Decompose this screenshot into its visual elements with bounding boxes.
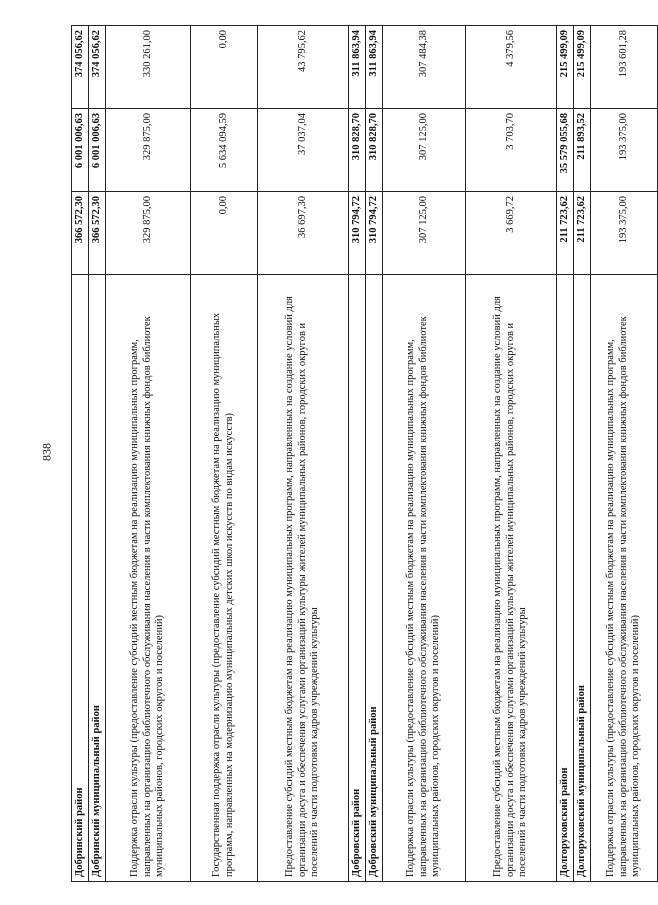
row-value-2: 211 893,52 <box>574 109 591 192</box>
row-value-3: 4 379,56 <box>466 26 557 109</box>
row-value-1: 310 794,72 <box>349 192 366 275</box>
table-row <box>591 26 658 882</box>
row-name: Добринский муниципальный район <box>89 275 106 882</box>
row-value-2: 6 001 006,63 <box>72 109 89 192</box>
row-name: Предоставление субсидий местным бюджетам на реализацию муниципальных программ, направленных на создание условий для организации досуга и обеспечения услугами организаций культуры жителей муниципальных районов, городских округов и поселений в части подготовки кадров учреждений культуры <box>258 275 349 882</box>
row-value-3: 307 484,38 <box>383 26 466 109</box>
row-value-2: 310 828,70 <box>349 109 366 192</box>
table-row <box>72 26 89 882</box>
row-name: Государственная поддержка отрасли культуры (предоставление субсидий местным бюджетам на реализацию муниципальных программ, направленных на модернизацию муниципальных детских школ искусств по видам искусств) <box>191 275 258 882</box>
row-value-1: 3 669,72 <box>466 192 557 275</box>
row-value-1: 366 572,30 <box>89 192 106 275</box>
row-name: Долгоруковский муниципальный район <box>574 275 591 882</box>
row-value-2: 193 375,00 <box>591 109 658 192</box>
row-value-3: 215 499,09 <box>574 26 591 109</box>
row-value-1: 211 723,62 <box>557 192 574 275</box>
table-row <box>383 26 466 882</box>
row-value-1: 310 794,72 <box>366 192 383 275</box>
row-name: Поддержка отрасли культуры (предоставление субсидий местным бюджетам на реализацию муниципальных программ, направленных на организацию библиотечного обслуживания населения в части комплектования книжных фондов библиотек муниципальных районов, городских округов и поселений) <box>383 275 466 882</box>
row-value-3: 215 499,09 <box>557 26 574 109</box>
row-value-3: 311 863,94 <box>366 26 383 109</box>
row-value-3: 374 056,62 <box>72 26 89 109</box>
row-value-1: 307 125,00 <box>383 192 466 275</box>
row-name: Добровский район <box>349 275 366 882</box>
table-row <box>349 26 366 882</box>
row-value-1: 193 375,00 <box>591 192 658 275</box>
row-value-1: 329 875,00 <box>106 192 191 275</box>
budget-table <box>71 25 658 882</box>
row-value-3: 330 261,00 <box>106 26 191 109</box>
table-row <box>466 26 557 882</box>
row-value-1: 0,00 <box>191 192 258 275</box>
row-value-3: 43 795,62 <box>258 26 349 109</box>
row-value-3: 374 056,62 <box>89 26 106 109</box>
page-number: 838 <box>39 443 54 461</box>
row-value-3: 0,00 <box>191 26 258 109</box>
table-row <box>557 26 574 882</box>
row-value-2: 35 579 055,68 <box>557 109 574 192</box>
row-name: Добровский муниципальный район <box>366 275 383 882</box>
row-value-3: 193 601,28 <box>591 26 658 109</box>
row-name: Поддержка отрасли культуры (предоставление субсидий местным бюджетам на реализацию муниципальных программ, направленных на организацию библиотечного обслуживания населения в части комплектования книжных фондов библиотек муниципальных районов, городских округов и поселений) <box>591 275 658 882</box>
table-row <box>89 26 106 882</box>
row-value-2: 329 875,00 <box>106 109 191 192</box>
row-name: Долгоруковский район <box>557 275 574 882</box>
row-value-3: 311 863,94 <box>349 26 366 109</box>
row-value-1: 211 723,62 <box>574 192 591 275</box>
table-row <box>191 26 258 882</box>
table-row <box>258 26 349 882</box>
rotated-page-content <box>71 30 642 882</box>
row-value-2: 310 828,70 <box>366 109 383 192</box>
table-row <box>574 26 591 882</box>
row-name: Предоставление субсидий местным бюджетам на реализацию муниципальных программ, направленных на создание условий для организации досуга и обеспечения услугами организаций культуры жителей муниципальных районов, городских округов и поселений в части подготовки кадров учреждений культуры <box>466 275 557 882</box>
row-value-1: 36 697,30 <box>258 192 349 275</box>
row-value-2: 6 001 006,63 <box>89 109 106 192</box>
table-row <box>366 26 383 882</box>
row-name: Добринский район <box>72 275 89 882</box>
row-value-2: 37 037,04 <box>258 109 349 192</box>
table-row <box>106 26 191 882</box>
row-value-2: 5 634 094,59 <box>191 109 258 192</box>
row-value-2: 307 125,00 <box>383 109 466 192</box>
row-value-2: 3 703,70 <box>466 109 557 192</box>
row-name: Поддержка отрасли культуры (предоставление субсидий местным бюджетам на реализацию муниципальных программ, направленных на организацию библиотечного обслуживания населения в части комплектования книжных фондов библиотек муниципальных районов, городских округов и поселений) <box>106 275 191 882</box>
row-value-1: 366 572,30 <box>72 192 89 275</box>
